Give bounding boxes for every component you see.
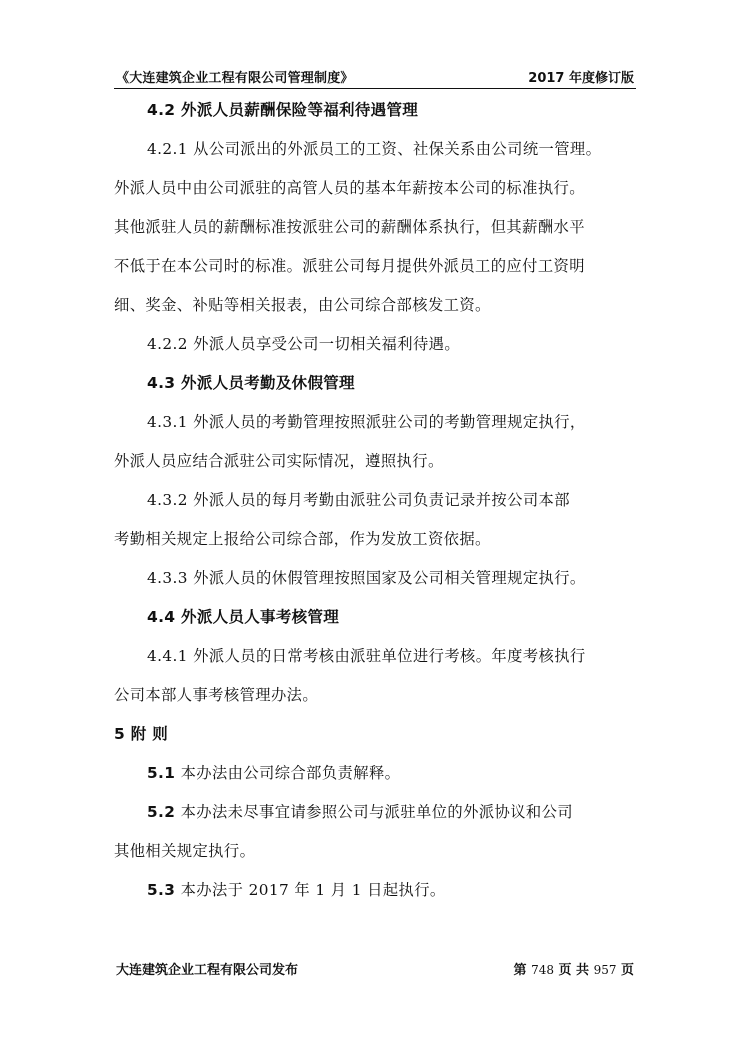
document-title: 《大连建筑企业工程有限公司管理制度》 (116, 71, 354, 86)
current-page: 748 (531, 963, 554, 977)
article-5-1 (147, 755, 636, 791)
section-heading-4-3: 4.3 外派人员考勤及休假管理 (147, 374, 355, 392)
paragraph-line: 考勤相关规定上报给公司综合部，作为发放工资依据。 (114, 530, 491, 548)
section-heading-5: 5 附 则 (114, 725, 169, 743)
page-number: 第 748 页 共 957 页 (513, 963, 634, 978)
paragraph-line: 4.3.3 外派人员的休假管理按照国家及公司相关管理规定执行。 (147, 569, 586, 587)
article-text: 本办法于 2017 年 1 月 1 日起执行。 (175, 881, 446, 899)
article-number: 5.2 (147, 803, 176, 821)
section-heading-4-4: 4.4 外派人员人事考核管理 (147, 608, 340, 626)
paragraph-line: 不低于在本公司时的标准。派驻公司每月提供外派员工的应付工资明 (114, 257, 585, 275)
article-5-3 (147, 872, 636, 908)
article-text: 本办法由公司综合部负责解释。 (175, 764, 401, 782)
article-number: 5.3 (147, 881, 176, 899)
paragraph-line: 其他派驻人员的薪酬标准按派驻公司的薪酬体系执行，但其薪酬水平 (114, 218, 585, 236)
article-5-2 (147, 794, 636, 830)
paragraph-line: 细、奖金、补贴等相关报表，由公司综合部核发工资。 (114, 296, 491, 314)
paragraph-line: 4.4.1 外派人员的日常考核由派驻单位进行考核。年度考核执行 (147, 647, 586, 665)
paragraph-line: 4.2.2 外派人员享受公司一切相关福利待遇。 (147, 335, 461, 353)
total-pages: 957 (593, 963, 617, 977)
paragraph-line: 外派人员应结合派驻公司实际情况，遵照执行。 (114, 452, 444, 470)
publisher: 大连建筑企业工程有限公司发布 (116, 963, 299, 978)
page-footer (114, 959, 636, 981)
paragraph-line: 外派人员中由公司派驻的高管人员的基本年薪按本公司的标准执行。 (114, 179, 585, 197)
page-header (114, 64, 636, 89)
article-text: 本办法未尽事宜请参照公司与派驻单位的外派协议和公司 (175, 803, 573, 821)
paragraph-line: 4.3.2 外派人员的每月考勤由派驻公司负责记录并按公司本部 (147, 491, 570, 509)
paragraph-line: 公司本部人事考核管理办法。 (114, 686, 319, 704)
paragraph-line: 其他相关规定执行。 (114, 842, 256, 860)
section-heading-4-2: 4.2 外派人员薪酬保险等福利待遇管理 (147, 101, 419, 119)
article-number: 5.1 (147, 764, 176, 782)
paragraph-line: 4.3.1 外派人员的考勤管理按照派驻公司的考勤管理规定执行， (147, 413, 586, 431)
document-version: 2017 年度修订版 (528, 71, 634, 86)
paragraph-line: 4.2.1 从公司派出的外派员工的工资、社保关系由公司统一管理。 (147, 140, 602, 158)
